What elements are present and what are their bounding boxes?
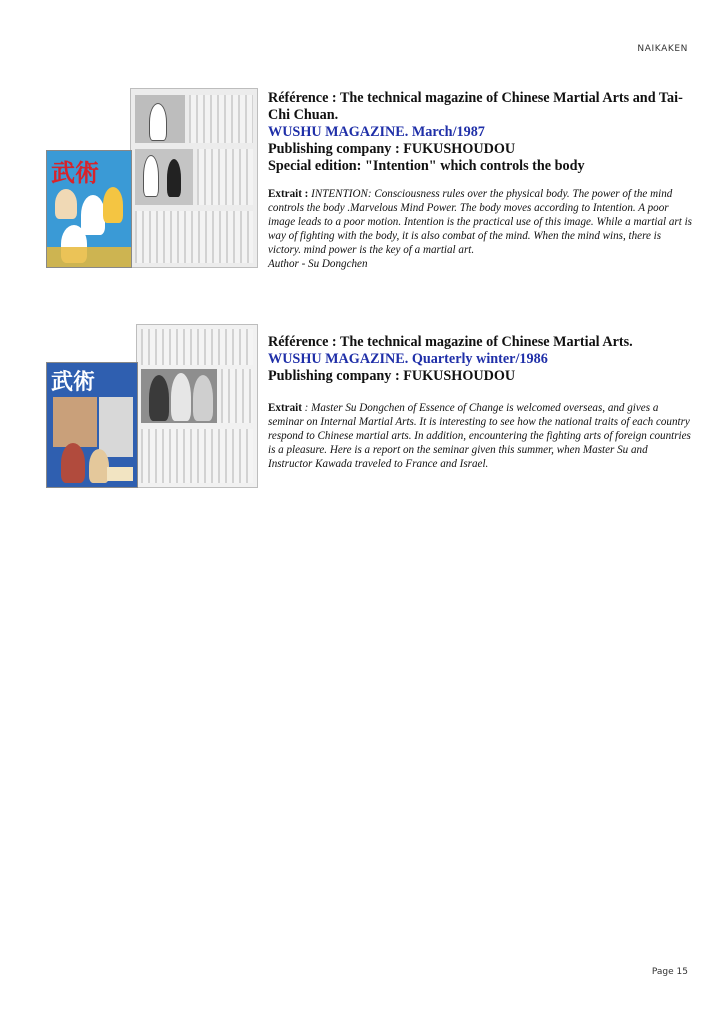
cover-title: 武術 bbox=[51, 369, 96, 395]
extrait-label: Extrait : bbox=[268, 188, 309, 200]
publisher: Publishing company : FUKUSHOUDOU bbox=[268, 368, 516, 384]
page-number: Page 15 bbox=[651, 967, 688, 977]
entry-2-images bbox=[46, 324, 258, 488]
magazine-cover-image bbox=[46, 362, 138, 488]
special-edition: Special edition: "Intention" which controls the body bbox=[268, 158, 585, 174]
reference-line: Référence : The technical magazine of Chinese Martial Arts and Tai- bbox=[268, 90, 683, 106]
entry-2-text bbox=[268, 334, 692, 471]
extrait-paragraph bbox=[268, 401, 692, 471]
article-page-image bbox=[130, 88, 258, 268]
reference-line: Référence : The technical magazine of Chinese Martial Arts. bbox=[268, 334, 633, 350]
author-line: Author - Su Dongchen bbox=[268, 258, 368, 270]
magazine-cover-image bbox=[46, 150, 132, 268]
magazine-title: WUSHU MAGAZINE. Quarterly winter/1986 bbox=[268, 351, 548, 367]
entry-1-images bbox=[46, 88, 258, 268]
publisher: Publishing company : FUKUSHOUDOU bbox=[268, 141, 516, 157]
cover-title: 武術 bbox=[51, 158, 99, 187]
page-header-brand: NAIKAKEN bbox=[637, 44, 688, 54]
entry-1-text bbox=[268, 90, 692, 271]
extrait-paragraph bbox=[268, 187, 692, 257]
article-page-image bbox=[136, 324, 258, 488]
magazine-title: WUSHU MAGAZINE. March/1987 bbox=[268, 124, 485, 140]
extrait-text: : Master Su Dongchen of Essence of Change is welcomed overseas, and gives a seminar on Internal Martial Arts. It is interesting to see how the national traits of each country respond to Chinese martial arts. In addition, encountering the fighting arts of foreign countries is a pleasure. Here is a report on the seminar given this summer, when Master Su and Instructor Kawada traveled to France and Israel. bbox=[268, 402, 691, 470]
reference-line-cont: Chi Chuan. bbox=[268, 107, 339, 123]
extrait-text: INTENTION: Consciousness rules over the physical body. The power of the mind controls the body .Marvelous Mind Power. The body moves according to Intention. A poor image leads to a poor motion. Intention is the practical use of this image. While a martial art is way of fighting with the body, it is also combat of the mind. When the mind wins, there is victory. mind power is the key of a martial art. bbox=[268, 188, 693, 256]
extrait-label: Extrait bbox=[268, 402, 302, 414]
